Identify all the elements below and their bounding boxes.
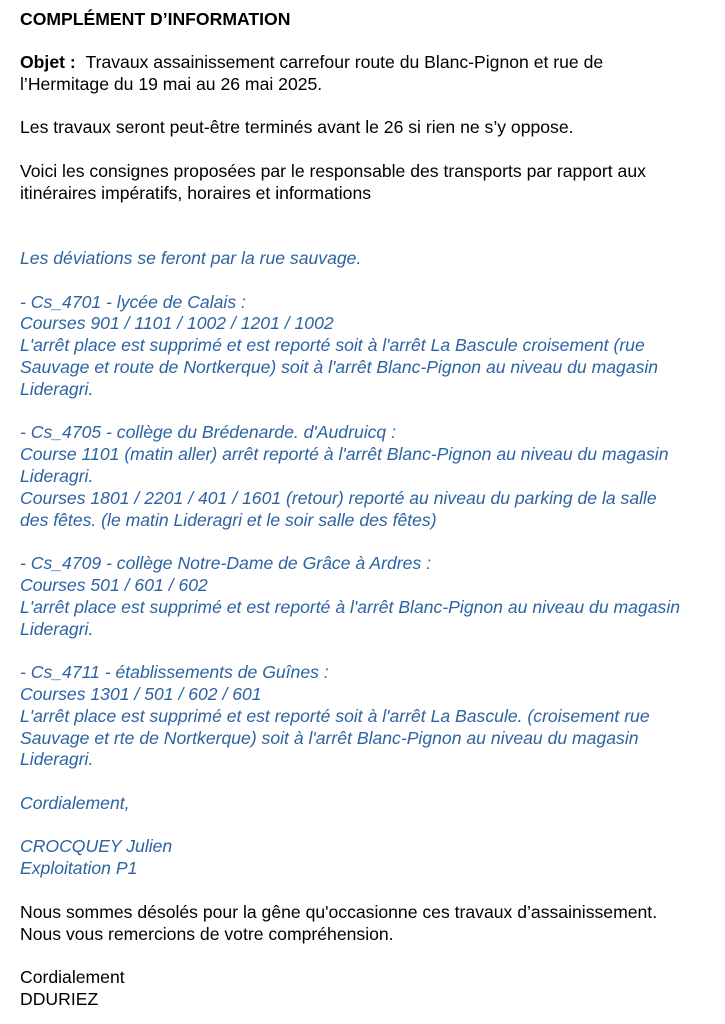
- transport-closing: Cordialement,: [20, 792, 130, 813]
- route-line: L'arrêt place est supprimé et est reporté soit à l'arrêt La Bascule croisement (rue: [20, 335, 645, 356]
- route-line: L'arrêt place est supprimé et est reporté à l'arrêt Blanc-Pignon au niveau du magasin: [20, 596, 681, 617]
- route-line: Lideragri.: [20, 618, 94, 639]
- route-block: [20, 292, 725, 401]
- route-line: Courses 1801 / 2201 / 401 / 1601 (retour) reporté au niveau du parking de la salle: [20, 487, 657, 508]
- signer-name: CROCQUEY Julien: [20, 836, 173, 857]
- deviation-line: Les déviations se feront par la rue sauvage.: [20, 247, 362, 268]
- route-line: Lideragri.: [20, 378, 94, 399]
- closing: Cordialement: [20, 967, 125, 988]
- note-line: Les travaux seront peut-être terminés avant le 26 si rien ne s’y oppose.: [20, 117, 574, 138]
- apology-line-2: Nous vous remercions de votre compréhension.: [20, 923, 394, 944]
- route-block: [20, 553, 725, 640]
- route-line: - Cs_4709 - collège Notre-Dame de Grâce à Ardres :: [20, 553, 432, 574]
- route-line: Lideragri.: [20, 749, 94, 770]
- route-line: - Cs_4711 - établissements de Guînes :: [20, 662, 329, 683]
- objet-line-2: l’Hermitage du 19 mai au 26 mai 2025.: [20, 73, 323, 94]
- route-line: L'arrêt place est supprimé et est reporté soit à l'arrêt La Bascule. (croisement rue: [20, 705, 650, 726]
- intro-line-1: Voici les consignes proposées par le responsable des transports par rapport aux: [20, 160, 646, 181]
- route-line: Sauvage et route de Nortkerque) soit à l'arrêt Blanc-Pignon au niveau du magasin: [20, 356, 659, 377]
- page-title: COMPLÉMENT D’INFORMATION: [20, 9, 291, 29]
- apology-line-1: Nous sommes désolés pour la gêne qu'occasionne ces travaux d’assainissement.: [20, 901, 658, 922]
- route-block: [20, 422, 725, 531]
- route-line: Courses 901 / 1101 / 1002 / 1201 / 1002: [20, 313, 334, 334]
- route-line: Sauvage et rte de Nortkerque) soit à l'arrêt Blanc-Pignon au niveau du magasin: [20, 727, 639, 748]
- objet-line-1: [20, 52, 725, 74]
- route-line: Course 1101 (matin aller) arrêt reporté à l'arrêt Blanc-Pignon au niveau du magasin: [20, 444, 669, 465]
- route-line: Courses 1301 / 501 / 602 / 601: [20, 683, 262, 704]
- route-line: Lideragri.: [20, 465, 94, 486]
- transport-message: [20, 248, 725, 880]
- signer-role: Exploitation P1: [20, 858, 138, 879]
- objet-label: Objet :: [20, 51, 76, 72]
- route-line: Courses 501 / 601 / 602: [20, 574, 208, 595]
- route-block: [20, 662, 725, 771]
- route-line: - Cs_4705 - collège du Brédenarde. d'Audruicq :: [20, 422, 396, 443]
- route-line: des fêtes. (le matin Lideragri et le soir salle des fêtes): [20, 509, 437, 530]
- objet-text-1: Travaux assainissement carrefour route du Blanc-Pignon et rue de: [85, 51, 604, 72]
- intro-line-2: itinéraires impératifs, horaires et informations: [20, 182, 372, 203]
- route-line: - Cs_4701 - lycée de Calais :: [20, 291, 246, 312]
- signature: DDURIEZ: [20, 989, 99, 1010]
